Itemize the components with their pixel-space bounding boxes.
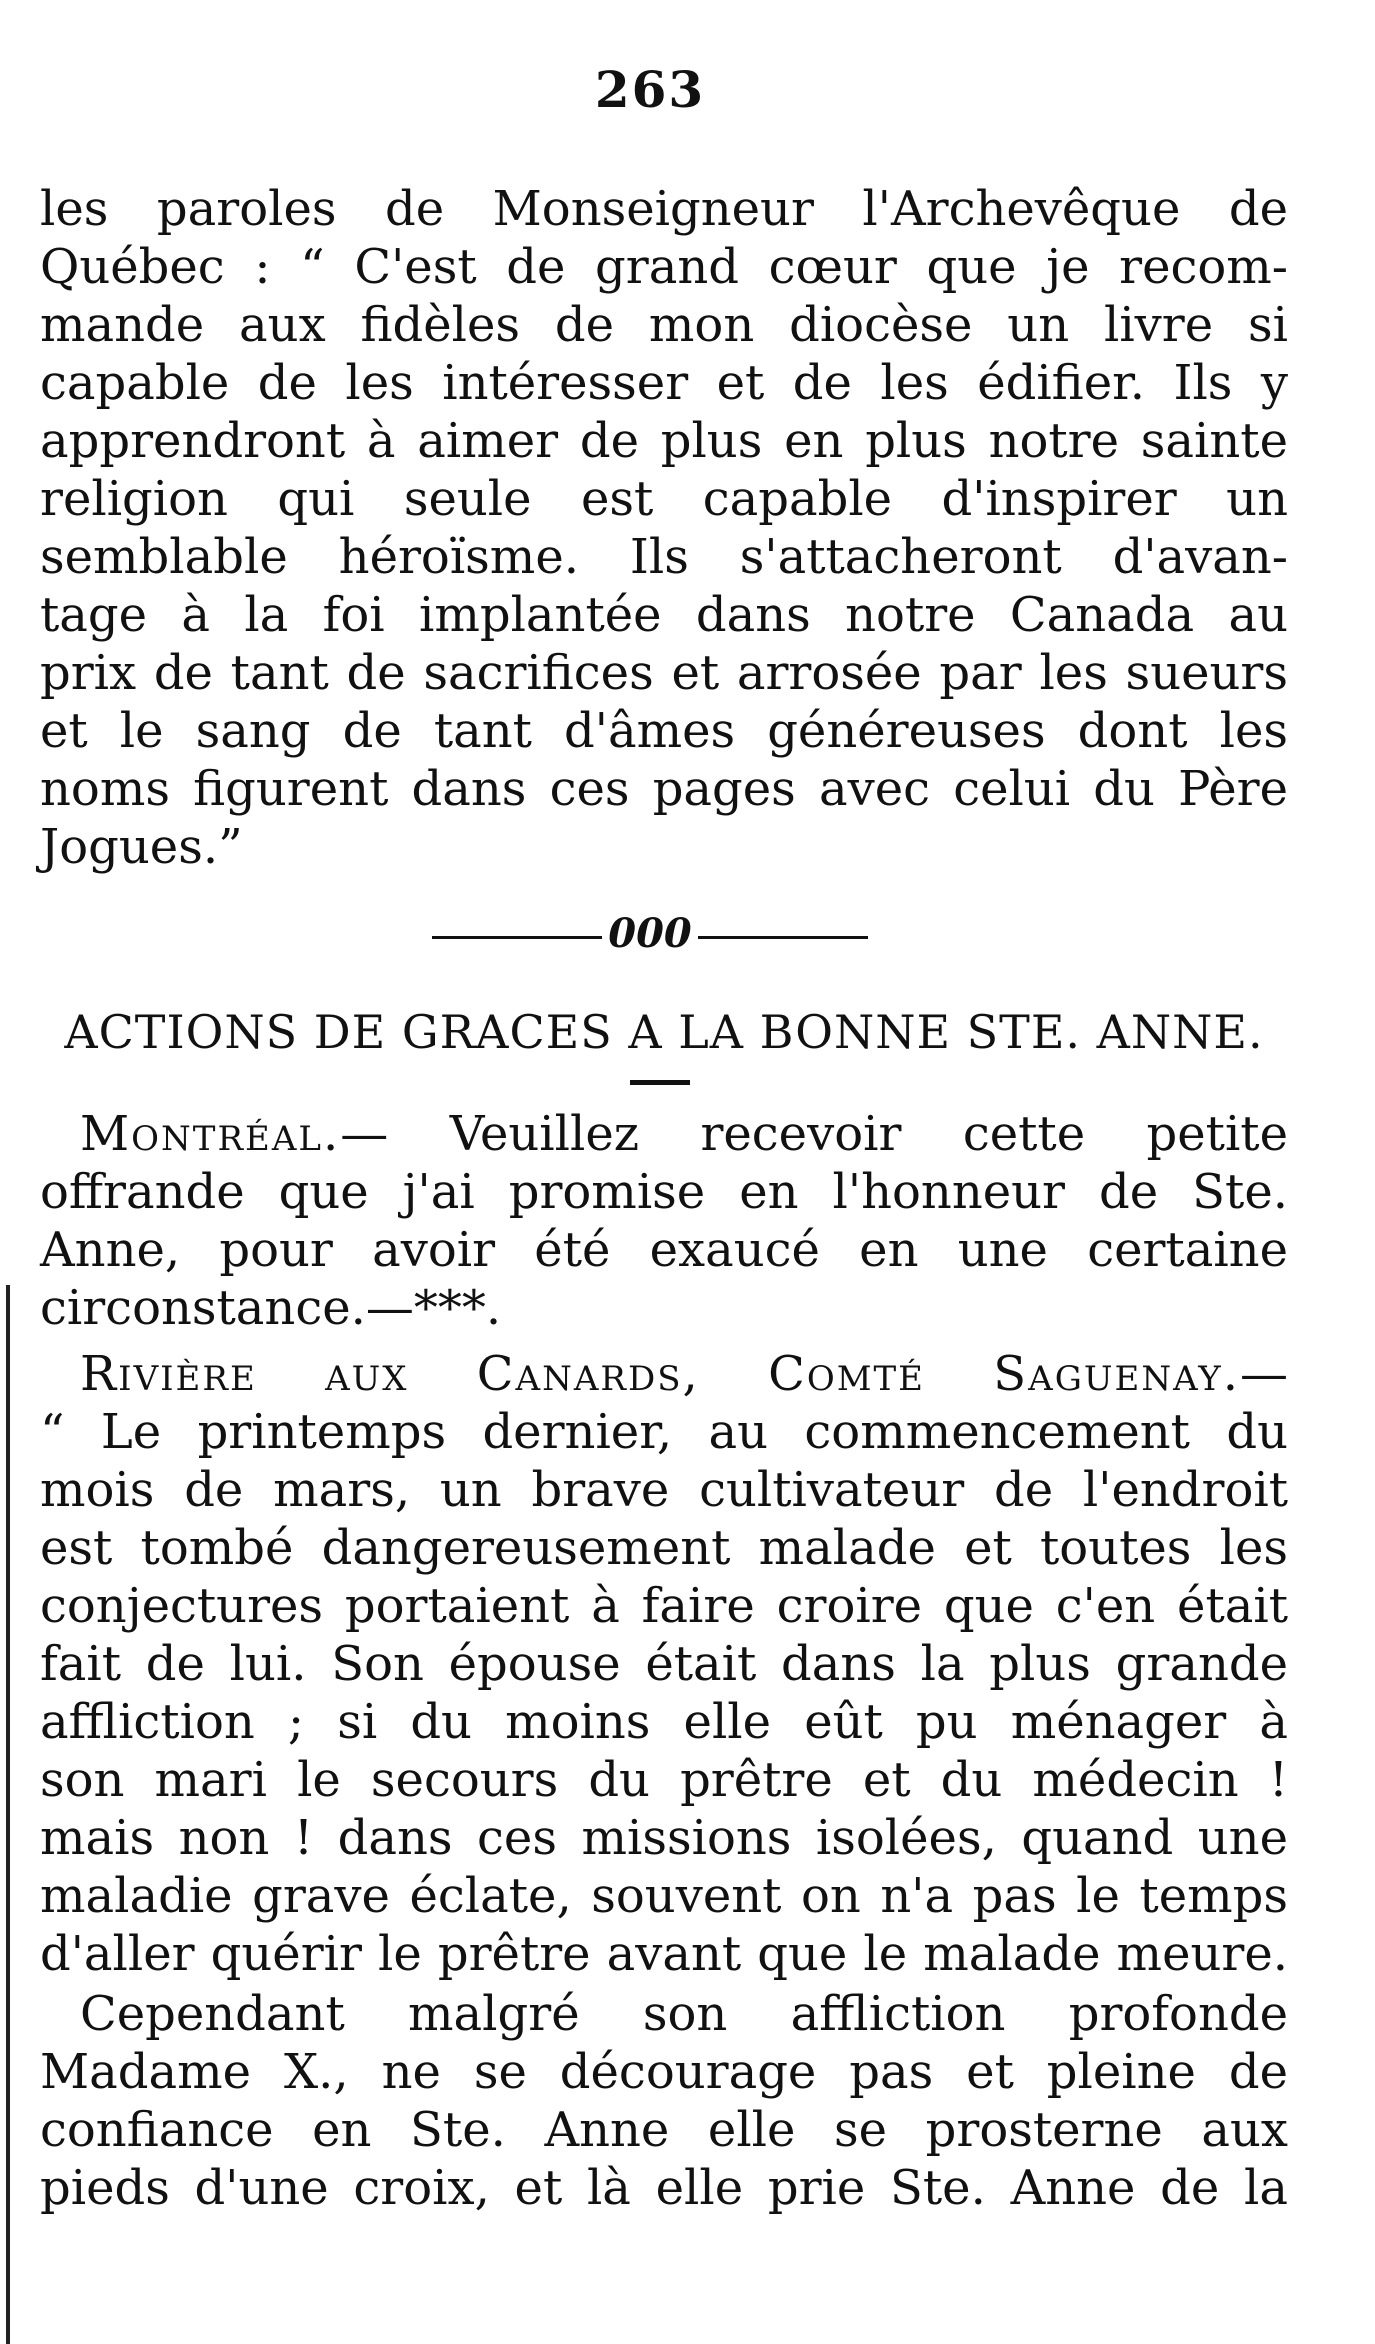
text-line: Québec : “ C'est de grand cœur que je recom-: [40, 239, 1288, 295]
text-line: et le sang de tant d'âmes généreuses dont les: [40, 703, 1288, 759]
section-heading: ACTIONS DE GRACES A LA BONNE STE. ANNE.: [64, 1005, 1264, 1059]
paragraph-madame-x: [40, 1985, 1288, 2217]
separator-dash-right: [698, 936, 868, 939]
text-line: Cependant malgré son affliction profonde: [80, 1986, 1288, 2042]
heading-rule: [630, 1080, 690, 1085]
text-fragment: — Veuillez recevoir cette petite: [340, 1106, 1288, 1162]
margin-rule: [6, 1285, 10, 2344]
text-line: semblable héroïsme. Ils s'attacheront d'avan-: [40, 529, 1288, 585]
text-line: Madame X., ne se décourage pas et pleine de: [40, 2044, 1288, 2100]
separator-label: 000: [608, 910, 692, 957]
separator-dash-left: [432, 936, 602, 939]
text-line: apprendront à aimer de plus en plus notre sainte: [40, 413, 1288, 469]
text-line: tage à la foi implantée dans notre Canada au: [40, 587, 1288, 643]
text-line: son mari le secours du prêtre et du médecin !: [40, 1752, 1288, 1808]
text-line: est tombé dangereusement malade et toutes les: [40, 1520, 1288, 1576]
text-line: mais non ! dans ces missions isolées, quand une: [40, 1810, 1288, 1866]
paragraph-riviere-aux-canards: [40, 1345, 1288, 1983]
text-line: Anne, pour avoir été exaucé en une certaine: [40, 1222, 1288, 1278]
text-line: maladie grave éclate, souvent on n'a pas le temps: [40, 1868, 1288, 1924]
text-line: Jogues.”: [40, 819, 243, 875]
text-line: d'aller quérir le prêtre avant que le malade meure.: [40, 1926, 1288, 1982]
section-separator: [0, 910, 1300, 957]
text-line: prix de tant de sacrifices et arrosée par les sueurs: [40, 645, 1288, 701]
page-number: 263: [594, 60, 706, 119]
text-fragment: —: [1240, 1346, 1288, 1402]
text-line: les paroles de Monseigneur l'Archevêque de: [40, 181, 1288, 237]
text-line: “ Le printemps dernier, au commencement du: [40, 1404, 1288, 1460]
text-line: pieds d'une croix, et là elle prie Ste. Anne de la: [40, 2160, 1288, 2216]
paragraph-montreal: [40, 1105, 1288, 1337]
text-line: noms figurent dans ces pages avec celui du Père: [40, 761, 1288, 817]
text-line: [40, 1345, 1288, 1403]
text-line: mois de mars, un brave cultivateur de l'endroit: [40, 1462, 1288, 1518]
text-line: fait de lui. Son épouse était dans la plus grande: [40, 1636, 1288, 1692]
text-line: capable de les intéresser et de les édifier. Ils y: [40, 355, 1288, 411]
text-line: religion qui seule est capable d'inspirer un: [40, 471, 1288, 527]
text-line: offrande que j'ai promise en l'honneur de Ste.: [40, 1164, 1288, 1220]
text-line: conjectures portaient à faire croire que c'en était: [40, 1578, 1288, 1634]
text-line: affliction ; si du moins elle eût pu ménager à: [40, 1694, 1288, 1750]
text-line: mande aux fidèles de mon diocèse un livre si: [40, 297, 1288, 353]
text-line: circonstance.—***.: [40, 1280, 502, 1336]
place-name: Montréal.: [80, 1106, 341, 1162]
text-line: confiance en Ste. Anne elle se prosterne aux: [40, 2102, 1288, 2158]
paragraph-archbishop-quote: [40, 180, 1288, 876]
place-name: Rivière aux Canards, Comté Saguenay.: [80, 1346, 1240, 1402]
text-line: [40, 1105, 1288, 1163]
